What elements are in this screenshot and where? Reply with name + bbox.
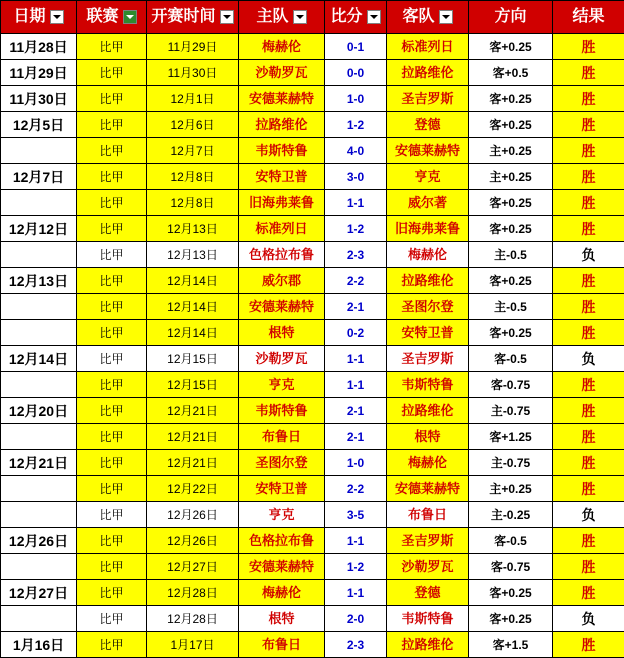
cell-league: 比甲	[77, 502, 147, 528]
cell-home-team: 色格拉布鲁	[239, 528, 325, 554]
cell-score: 3-0	[325, 164, 387, 190]
column-header-label: 开赛时间	[151, 10, 215, 24]
cell-away-team: 梅赫伦	[387, 242, 469, 268]
cell-away-team: 圣图尔登	[387, 294, 469, 320]
cell-home-team: 韦斯特鲁	[239, 398, 325, 424]
cell-direction: 客+0.25	[469, 34, 553, 60]
table-row	[1, 86, 624, 112]
cell-result: 胜	[553, 294, 624, 320]
cell-direction: 客+1.5	[469, 632, 553, 658]
cell-result: 胜	[553, 580, 624, 606]
cell-score: 2-3	[325, 632, 387, 658]
cell-league: 比甲	[77, 112, 147, 138]
cell-away-team: 圣吉罗斯	[387, 346, 469, 372]
filter-dropdown-icon[interactable]	[439, 10, 453, 24]
table-row	[1, 372, 624, 398]
cell-kickoff-time: 12月28日	[147, 606, 239, 632]
column-header-0[interactable]	[1, 1, 77, 34]
cell-result: 负	[553, 606, 624, 632]
cell-result: 胜	[553, 86, 624, 112]
cell-league: 比甲	[77, 216, 147, 242]
table-row	[1, 320, 624, 346]
column-header-5[interactable]	[387, 1, 469, 34]
cell-kickoff-time: 11月29日	[147, 34, 239, 60]
cell-score: 1-1	[325, 346, 387, 372]
cell-kickoff-time: 12月13日	[147, 242, 239, 268]
cell-date: 11月28日	[1, 34, 77, 60]
cell-league: 比甲	[77, 554, 147, 580]
column-header-label: 比分	[330, 10, 362, 24]
cell-result: 胜	[553, 320, 624, 346]
cell-home-team: 标准列日	[239, 216, 325, 242]
table-row	[1, 476, 624, 502]
cell-league: 比甲	[77, 294, 147, 320]
cell-score: 1-2	[325, 112, 387, 138]
cell-kickoff-time: 12月13日	[147, 216, 239, 242]
cell-direction: 客+0.5	[469, 60, 553, 86]
cell-kickoff-time: 12月28日	[147, 580, 239, 606]
table-row	[1, 554, 624, 580]
cell-result: 胜	[553, 216, 624, 242]
table-row	[1, 528, 624, 554]
cell-result: 胜	[553, 190, 624, 216]
cell-score: 0-1	[325, 34, 387, 60]
table-row	[1, 294, 624, 320]
cell-home-team: 拉路维伦	[239, 112, 325, 138]
table-row	[1, 138, 624, 164]
cell-direction: 客-0.5	[469, 346, 553, 372]
cell-home-team: 韦斯特鲁	[239, 138, 325, 164]
cell-league: 比甲	[77, 190, 147, 216]
column-header-label: 主队	[256, 10, 288, 24]
cell-home-team: 旧海弗莱鲁	[239, 190, 325, 216]
table-body	[1, 34, 624, 658]
cell-result: 负	[553, 346, 624, 372]
cell-home-team: 安特卫普	[239, 476, 325, 502]
cell-kickoff-time: 12月26日	[147, 502, 239, 528]
cell-home-team: 沙勒罗瓦	[239, 346, 325, 372]
table-row	[1, 632, 624, 658]
cell-direction: 主+0.25	[469, 476, 553, 502]
cell-league: 比甲	[77, 346, 147, 372]
cell-kickoff-time: 12月8日	[147, 164, 239, 190]
cell-result: 胜	[553, 632, 624, 658]
cell-home-team: 威尔郡	[239, 268, 325, 294]
table-row	[1, 580, 624, 606]
cell-home-team: 色格拉布鲁	[239, 242, 325, 268]
cell-result: 胜	[553, 268, 624, 294]
cell-score: 2-2	[325, 268, 387, 294]
cell-kickoff-time: 12月14日	[147, 294, 239, 320]
cell-date	[1, 424, 77, 450]
cell-date: 12月20日	[1, 398, 77, 424]
cell-direction: 客+0.25	[469, 112, 553, 138]
table-row	[1, 606, 624, 632]
cell-direction: 客+0.25	[469, 606, 553, 632]
cell-direction: 客-0.75	[469, 554, 553, 580]
cell-home-team: 梅赫伦	[239, 580, 325, 606]
cell-direction: 主-0.5	[469, 242, 553, 268]
column-header-label: 联赛	[86, 10, 118, 24]
cell-direction: 客+0.25	[469, 86, 553, 112]
header-row	[1, 1, 624, 34]
cell-home-team: 根特	[239, 320, 325, 346]
cell-away-team: 布鲁日	[387, 502, 469, 528]
cell-direction: 客+0.25	[469, 216, 553, 242]
cell-away-team: 拉路维伦	[387, 632, 469, 658]
cell-league: 比甲	[77, 528, 147, 554]
cell-score: 1-1	[325, 190, 387, 216]
cell-score: 1-2	[325, 216, 387, 242]
cell-home-team: 沙勒罗瓦	[239, 60, 325, 86]
cell-score: 4-0	[325, 138, 387, 164]
cell-result: 胜	[553, 424, 624, 450]
cell-date: 11月29日	[1, 60, 77, 86]
table-row	[1, 112, 624, 138]
cell-date	[1, 606, 77, 632]
cell-kickoff-time: 12月27日	[147, 554, 239, 580]
cell-result: 胜	[553, 450, 624, 476]
cell-away-team: 圣吉罗斯	[387, 86, 469, 112]
column-header-label: 方向	[494, 10, 526, 24]
cell-league: 比甲	[77, 450, 147, 476]
cell-away-team: 韦斯特鲁	[387, 606, 469, 632]
cell-score: 1-0	[325, 86, 387, 112]
cell-result: 胜	[553, 138, 624, 164]
table-row	[1, 242, 624, 268]
cell-league: 比甲	[77, 398, 147, 424]
cell-away-team: 登德	[387, 580, 469, 606]
cell-date: 12月26日	[1, 528, 77, 554]
cell-away-team: 梅赫伦	[387, 450, 469, 476]
table-row	[1, 424, 624, 450]
cell-score: 1-1	[325, 372, 387, 398]
cell-league: 比甲	[77, 606, 147, 632]
cell-date	[1, 372, 77, 398]
cell-kickoff-time: 12月15日	[147, 346, 239, 372]
cell-score: 2-0	[325, 606, 387, 632]
column-header-label: 结果	[572, 10, 604, 24]
column-header-2[interactable]	[147, 1, 239, 34]
cell-result: 胜	[553, 60, 624, 86]
cell-direction: 主+0.25	[469, 164, 553, 190]
filter-dropdown-icon[interactable]	[50, 10, 64, 24]
cell-kickoff-time: 12月14日	[147, 320, 239, 346]
cell-home-team: 安德莱赫特	[239, 294, 325, 320]
cell-direction: 客+0.25	[469, 190, 553, 216]
cell-league: 比甲	[77, 580, 147, 606]
cell-kickoff-time: 12月14日	[147, 268, 239, 294]
cell-result: 胜	[553, 164, 624, 190]
column-header-3[interactable]	[239, 1, 325, 34]
cell-league: 比甲	[77, 34, 147, 60]
cell-date: 12月5日	[1, 112, 77, 138]
column-header-1[interactable]	[77, 1, 147, 34]
cell-direction: 客-0.5	[469, 528, 553, 554]
cell-direction: 主-0.25	[469, 502, 553, 528]
cell-score: 2-3	[325, 242, 387, 268]
cell-result: 胜	[553, 554, 624, 580]
cell-score: 1-1	[325, 580, 387, 606]
column-header-7[interactable]	[553, 1, 624, 34]
cell-away-team: 根特	[387, 424, 469, 450]
column-header-6[interactable]	[469, 1, 553, 34]
cell-home-team: 根特	[239, 606, 325, 632]
cell-date: 12月7日	[1, 164, 77, 190]
cell-result: 胜	[553, 372, 624, 398]
cell-away-team: 沙勒罗瓦	[387, 554, 469, 580]
cell-kickoff-time: 12月21日	[147, 450, 239, 476]
cell-kickoff-time: 12月21日	[147, 398, 239, 424]
cell-home-team: 亨克	[239, 372, 325, 398]
cell-date	[1, 476, 77, 502]
cell-league: 比甲	[77, 242, 147, 268]
cell-league: 比甲	[77, 86, 147, 112]
cell-league: 比甲	[77, 60, 147, 86]
cell-date: 11月30日	[1, 86, 77, 112]
cell-home-team: 安德莱赫特	[239, 554, 325, 580]
column-header-label: 客队	[402, 10, 434, 24]
cell-date	[1, 320, 77, 346]
cell-kickoff-time: 12月1日	[147, 86, 239, 112]
cell-away-team: 拉路维伦	[387, 60, 469, 86]
cell-kickoff-time: 12月15日	[147, 372, 239, 398]
cell-score: 2-2	[325, 476, 387, 502]
table-row	[1, 450, 624, 476]
cell-direction: 客+0.25	[469, 580, 553, 606]
cell-score: 2-1	[325, 424, 387, 450]
cell-kickoff-time: 12月21日	[147, 424, 239, 450]
cell-result: 胜	[553, 476, 624, 502]
table-row	[1, 216, 624, 242]
cell-result: 胜	[553, 112, 624, 138]
cell-date: 12月27日	[1, 580, 77, 606]
cell-away-team: 亨克	[387, 164, 469, 190]
cell-away-team: 安德莱赫特	[387, 476, 469, 502]
filter-dropdown-icon[interactable]	[293, 10, 307, 24]
cell-direction: 主-0.75	[469, 450, 553, 476]
cell-home-team: 圣图尔登	[239, 450, 325, 476]
cell-date	[1, 554, 77, 580]
filter-dropdown-icon[interactable]	[220, 10, 234, 24]
filter-dropdown-icon[interactable]	[123, 10, 137, 24]
filter-dropdown-icon[interactable]	[367, 10, 381, 24]
cell-date: 1月16日	[1, 632, 77, 658]
table-header	[1, 1, 624, 34]
table-row	[1, 398, 624, 424]
cell-date	[1, 294, 77, 320]
cell-score: 2-1	[325, 398, 387, 424]
cell-away-team: 标准列日	[387, 34, 469, 60]
cell-date: 12月21日	[1, 450, 77, 476]
cell-direction: 主-0.5	[469, 294, 553, 320]
cell-score: 1-0	[325, 450, 387, 476]
cell-home-team: 梅赫伦	[239, 34, 325, 60]
cell-home-team: 布鲁日	[239, 424, 325, 450]
cell-away-team: 韦斯特鲁	[387, 372, 469, 398]
cell-result: 胜	[553, 34, 624, 60]
table-row	[1, 164, 624, 190]
cell-away-team: 安特卫普	[387, 320, 469, 346]
cell-direction: 客+0.25	[469, 320, 553, 346]
table-row	[1, 60, 624, 86]
cell-kickoff-time: 12月8日	[147, 190, 239, 216]
cell-kickoff-time: 11月30日	[147, 60, 239, 86]
cell-away-team: 拉路维伦	[387, 398, 469, 424]
cell-date: 12月14日	[1, 346, 77, 372]
cell-score: 0-0	[325, 60, 387, 86]
cell-league: 比甲	[77, 424, 147, 450]
cell-away-team: 登德	[387, 112, 469, 138]
table-row	[1, 190, 624, 216]
column-header-4[interactable]	[325, 1, 387, 34]
cell-direction: 客+1.25	[469, 424, 553, 450]
cell-date: 12月12日	[1, 216, 77, 242]
cell-kickoff-time: 12月22日	[147, 476, 239, 502]
cell-direction: 客+0.25	[469, 268, 553, 294]
cell-kickoff-time: 12月7日	[147, 138, 239, 164]
cell-league: 比甲	[77, 268, 147, 294]
cell-league: 比甲	[77, 632, 147, 658]
cell-away-team: 旧海弗莱鲁	[387, 216, 469, 242]
cell-date	[1, 242, 77, 268]
cell-league: 比甲	[77, 476, 147, 502]
cell-result: 胜	[553, 398, 624, 424]
cell-kickoff-time: 12月6日	[147, 112, 239, 138]
table-row	[1, 268, 624, 294]
cell-home-team: 亨克	[239, 502, 325, 528]
cell-away-team: 圣吉罗斯	[387, 528, 469, 554]
cell-score: 1-2	[325, 554, 387, 580]
cell-score: 3-5	[325, 502, 387, 528]
table-row	[1, 34, 624, 60]
cell-direction: 主-0.75	[469, 398, 553, 424]
column-header-label: 日期	[13, 10, 45, 24]
cell-result: 负	[553, 242, 624, 268]
cell-result: 胜	[553, 528, 624, 554]
cell-league: 比甲	[77, 138, 147, 164]
cell-date: 12月13日	[1, 268, 77, 294]
cell-direction: 客-0.75	[469, 372, 553, 398]
cell-league: 比甲	[77, 372, 147, 398]
cell-league: 比甲	[77, 164, 147, 190]
cell-away-team: 威尔著	[387, 190, 469, 216]
cell-result: 负	[553, 502, 624, 528]
cell-away-team: 安德莱赫特	[387, 138, 469, 164]
cell-away-team: 拉路维伦	[387, 268, 469, 294]
cell-home-team: 布鲁日	[239, 632, 325, 658]
cell-score: 2-1	[325, 294, 387, 320]
cell-league: 比甲	[77, 320, 147, 346]
cell-home-team: 安德莱赫特	[239, 86, 325, 112]
cell-date	[1, 190, 77, 216]
table-row	[1, 346, 624, 372]
cell-direction: 主+0.25	[469, 138, 553, 164]
cell-kickoff-time: 12月26日	[147, 528, 239, 554]
cell-score: 0-2	[325, 320, 387, 346]
cell-kickoff-time: 1月17日	[147, 632, 239, 658]
cell-home-team: 安特卫普	[239, 164, 325, 190]
cell-date	[1, 138, 77, 164]
cell-score: 1-1	[325, 528, 387, 554]
